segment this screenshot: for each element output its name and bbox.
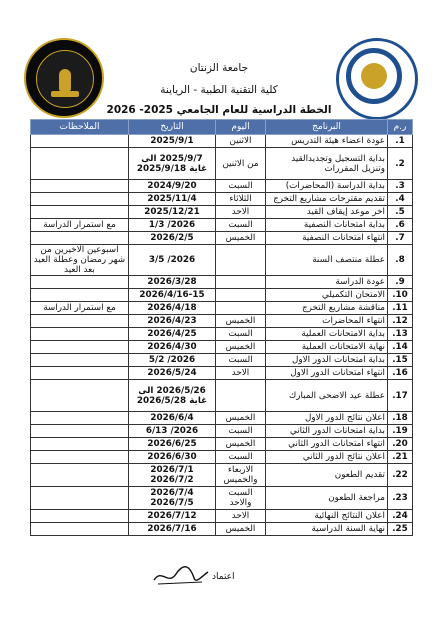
row-date: 2026/6/25: [129, 438, 216, 451]
row-day: الخميس: [216, 438, 266, 451]
table-row: [31, 206, 413, 219]
table-row: [31, 380, 413, 412]
row-date: 2026/6/30: [129, 451, 216, 464]
row-date: 2026/2/5: [129, 232, 216, 245]
row-number: 19.: [388, 425, 413, 438]
row-day: السبت: [216, 425, 266, 438]
table-row: [31, 289, 413, 302]
table-row: [31, 276, 413, 289]
row-program: بداية الدراسة (المحاضرات): [266, 180, 388, 193]
row-date: 2026/4/18: [129, 302, 216, 315]
row-number: 23.: [388, 487, 413, 510]
table-row: [31, 487, 413, 510]
table-row: [31, 245, 413, 276]
row-day: [216, 302, 266, 315]
table-row: [31, 328, 413, 341]
row-program: انتهاء امتحانات الدور الاول: [266, 367, 388, 380]
row-notes: مع استمرار الدراسة: [31, 219, 129, 232]
row-number: 25.: [388, 523, 413, 536]
table-row: [31, 180, 413, 193]
row-number: 6.: [388, 219, 413, 232]
row-date: 2025/11/4: [129, 193, 216, 206]
signature-icon: [150, 562, 210, 588]
row-number: 7.: [388, 232, 413, 245]
table-row: [31, 367, 413, 380]
table-body: [31, 135, 413, 536]
row-date: 2026/ 6/13: [129, 425, 216, 438]
row-date: 2025/9/1: [129, 135, 216, 148]
row-program: انتهاء المحاضرات: [266, 315, 388, 328]
row-notes: [31, 289, 129, 302]
table-row: [31, 464, 413, 487]
row-day: [216, 245, 266, 276]
table-row: [31, 315, 413, 328]
row-notes: [31, 135, 129, 148]
row-date: 2026/4/25: [129, 328, 216, 341]
header-program: البرنامج: [266, 120, 388, 135]
row-notes: [31, 438, 129, 451]
table-row: [31, 135, 413, 148]
row-notes: [31, 180, 129, 193]
row-notes: [31, 412, 129, 425]
row-day: الاثنين: [216, 135, 266, 148]
row-number: 11.: [388, 302, 413, 315]
header-date: التاريخ: [129, 120, 216, 135]
row-number: 2.: [388, 148, 413, 180]
table-row: [31, 425, 413, 438]
row-notes: [31, 464, 129, 487]
row-number: 17.: [388, 380, 413, 412]
row-number: 24.: [388, 510, 413, 523]
row-notes: [31, 367, 129, 380]
approval-label: اعتماد: [212, 572, 235, 582]
row-number: 18.: [388, 412, 413, 425]
row-program: تقديم مقترحات مشاريع التخرج: [266, 193, 388, 206]
plan-title: الخطة الدراسية للعام الجامعي 2025- 2026: [106, 104, 332, 116]
row-number: 4.: [388, 193, 413, 206]
row-number: 1.: [388, 135, 413, 148]
row-day: الخميس: [216, 341, 266, 354]
row-notes: [31, 328, 129, 341]
row-date: 2026/4/23: [129, 315, 216, 328]
table-row: [31, 438, 413, 451]
row-day: الاحد: [216, 206, 266, 219]
row-date: 2026/ 3/5: [129, 245, 216, 276]
row-day: الاحد: [216, 510, 266, 523]
table-row: [31, 148, 413, 180]
row-program: انتهاء امتحانات النصفية: [266, 232, 388, 245]
row-number: 22.: [388, 464, 413, 487]
row-program: بداية التسجيل وتجديدالقيد وتنزيل المقررات: [266, 148, 388, 180]
row-date: 2024/9/20: [129, 180, 216, 193]
row-day: الاربعاء والخميس: [216, 464, 266, 487]
table-header-row: [31, 120, 413, 135]
row-program: مناقشة مشاريع التخرج: [266, 302, 388, 315]
table-row: [31, 341, 413, 354]
row-date: 2025/12/21: [129, 206, 216, 219]
row-notes: [31, 315, 129, 328]
row-day: الخميس: [216, 523, 266, 536]
row-date: 2026/4/16-15: [129, 289, 216, 302]
row-number: 13.: [388, 328, 413, 341]
header-num: ر.م: [388, 120, 413, 135]
row-day: الاحد: [216, 367, 266, 380]
row-notes: [31, 451, 129, 464]
table-row: [31, 302, 413, 315]
row-date: 2026/7/4 2026/7/5: [129, 487, 216, 510]
row-program: اخر موعد إيقاف القيد: [266, 206, 388, 219]
table-row: [31, 232, 413, 245]
row-number: 10.: [388, 289, 413, 302]
row-number: 15.: [388, 354, 413, 367]
table-row: [31, 193, 413, 206]
row-number: 16.: [388, 367, 413, 380]
academic-calendar-table: [30, 119, 413, 536]
row-notes: [31, 425, 129, 438]
row-notes: اسبوعين الاخيرين من شهر رمضان وعطلة العيد بعد العيد: [31, 245, 129, 276]
header-day: اليوم: [216, 120, 266, 135]
row-date: 2026/7/1 2026/7/2: [129, 464, 216, 487]
row-notes: [31, 487, 129, 510]
row-day: الخميس: [216, 412, 266, 425]
row-program: تقديم الطعون: [266, 464, 388, 487]
table-row: [31, 219, 413, 232]
row-program: عطلة منتصف السنة: [266, 245, 388, 276]
row-notes: [31, 510, 129, 523]
row-program: بداية امتحانات الدور الثاني: [266, 425, 388, 438]
row-number: 12.: [388, 315, 413, 328]
row-day: السبت: [216, 451, 266, 464]
row-number: 21.: [388, 451, 413, 464]
row-program: مراجعة الطعون: [266, 487, 388, 510]
table-row: [31, 510, 413, 523]
row-date: 2026/6/4: [129, 412, 216, 425]
row-program: نهاية السنة الدراسية: [266, 523, 388, 536]
row-date: 2026/5/24: [129, 367, 216, 380]
row-program: نهاية الامتحانات العملية: [266, 341, 388, 354]
row-program: عودة اعضاء هيئة التدريس: [266, 135, 388, 148]
table-row: [31, 523, 413, 536]
row-day: السبت: [216, 354, 266, 367]
row-notes: مع استمرار الدراسة: [31, 302, 129, 315]
row-program: انتهاء امتحانات الدور الثاني: [266, 438, 388, 451]
college-logo-inner: [36, 50, 94, 108]
row-program: بداية امتحانات الدور الاول: [266, 354, 388, 367]
row-notes: [31, 206, 129, 219]
row-day: السبت: [216, 219, 266, 232]
row-notes: [31, 193, 129, 206]
row-program: اعلان النتائج النهائية: [266, 510, 388, 523]
college-name: كلية التقنية الطبية - الرياينة: [160, 84, 278, 96]
row-day: السبت: [216, 328, 266, 341]
row-date: 2025/9/7 الى غاية 2025/9/18: [129, 148, 216, 180]
row-day: الخميس: [216, 315, 266, 328]
row-day: [216, 380, 266, 412]
row-date: 2026/3/28: [129, 276, 216, 289]
row-number: 20.: [388, 438, 413, 451]
row-notes: [31, 148, 129, 180]
row-program: اعلان نتائج الدور الثاني: [266, 451, 388, 464]
row-number: 8.: [388, 245, 413, 276]
row-program: اعلان نتائج الدور الاول: [266, 412, 388, 425]
row-day: الخميس: [216, 232, 266, 245]
table-row: [31, 451, 413, 464]
row-date: 2026/ 5/2: [129, 354, 216, 367]
table-row: [31, 412, 413, 425]
row-notes: [31, 232, 129, 245]
row-notes: [31, 523, 129, 536]
row-date: 2026/7/12: [129, 510, 216, 523]
row-number: 14.: [388, 341, 413, 354]
row-day: [216, 289, 266, 302]
row-date: 2026/4/30: [129, 341, 216, 354]
table-row: [31, 354, 413, 367]
row-day: [216, 276, 266, 289]
row-program: بداية امتحانات النصفية: [266, 219, 388, 232]
row-number: 3.: [388, 180, 413, 193]
row-notes: [31, 276, 129, 289]
row-day: الثلاثاء: [216, 193, 266, 206]
row-program: عطلة عيد الاضحى المبارك: [266, 380, 388, 412]
row-date: 2026/7/16: [129, 523, 216, 536]
row-number: 9.: [388, 276, 413, 289]
row-notes: [31, 380, 129, 412]
row-number: 5.: [388, 206, 413, 219]
row-notes: [31, 341, 129, 354]
row-notes: [31, 354, 129, 367]
university-name: جامعة الزنتان: [189, 62, 249, 74]
header-notes: الملاحظات: [31, 120, 129, 135]
row-day: السبت والاحد: [216, 487, 266, 510]
row-date: 2026/5/26 الى غاية 2026/5/28: [129, 380, 216, 412]
row-day: من الاثنين: [216, 148, 266, 180]
row-program: الامتحان التكميلي: [266, 289, 388, 302]
row-day: السبت: [216, 180, 266, 193]
row-program: عودة الدراسة: [266, 276, 388, 289]
row-date: 2026/ 1/3: [129, 219, 216, 232]
row-program: بداية الامتحانات العملية: [266, 328, 388, 341]
